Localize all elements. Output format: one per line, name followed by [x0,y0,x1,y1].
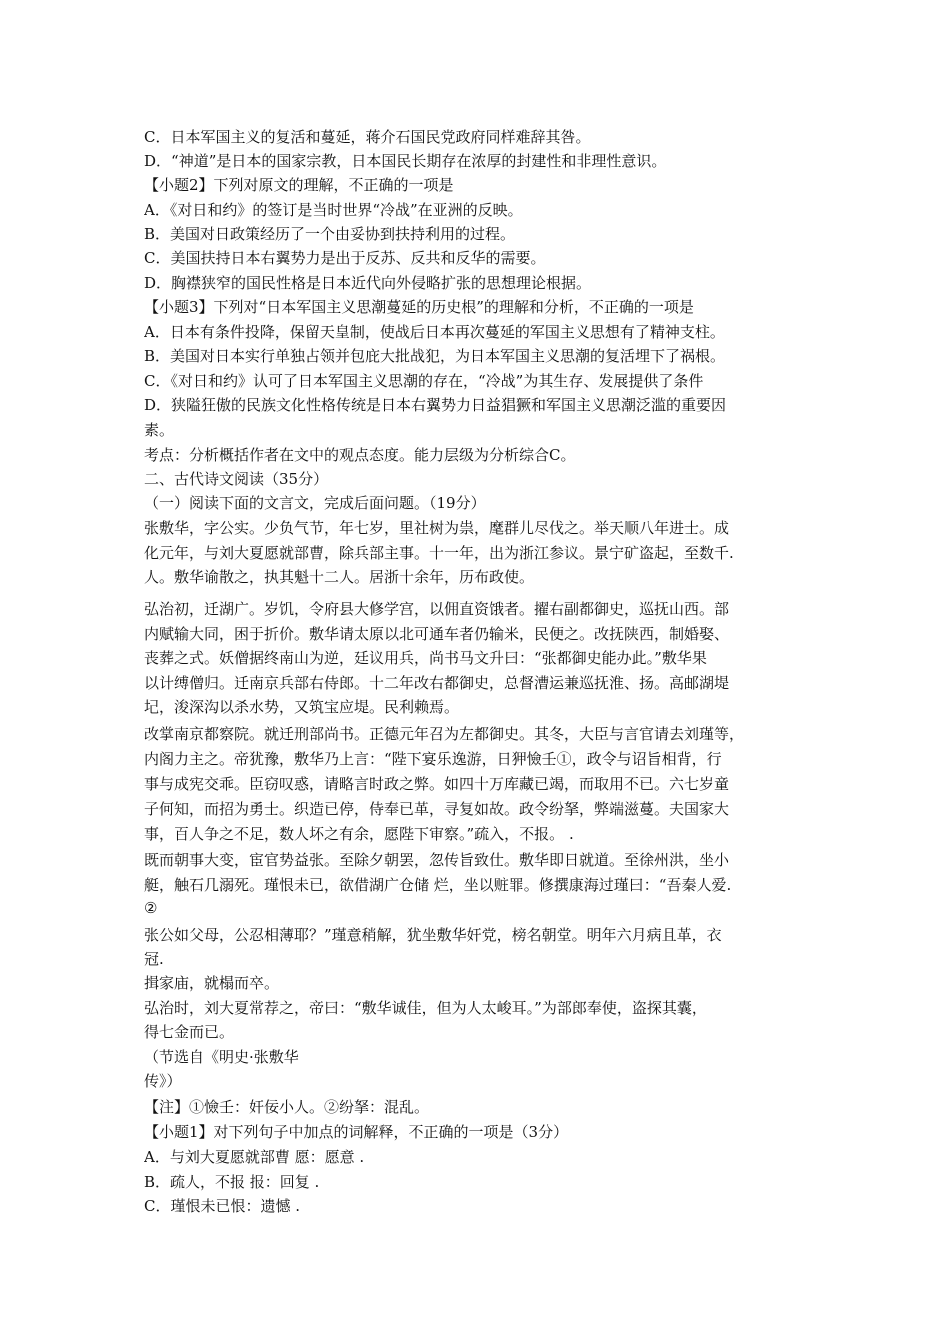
passage-line: 张敷华，字公实。少负气节，年七岁，里社树为祟，麾群儿尽伐之。举天顺八年进士。成 [144,519,730,537]
passage-line: 得七金而已。 [144,1023,235,1041]
passage-line: 改掌南京都察院。就迁刑部尚书。正德元年召为左都御史。其冬，大臣与言官请去刘瑾等， [144,725,745,743]
passage-line: 事，百人争之不足，数人坏之有余，愿陛下审察。”疏入，不报。 . [144,825,574,843]
passage-line: 化元年，与刘大夏愿就部曹，除兵部主事。十一年，出为浙江参议。景宁矿盗起，至数千. [144,544,734,562]
option-d-line: D．“神道”是日本的国家宗教，日本国民长期存在浓厚的封建性和非理性意识。 [144,152,667,170]
source-citation: （节选自《明史·张敷华 [144,1048,299,1066]
option-c-line: C．美国扶持日本右翼势力是出于反苏、反共和反华的需要。 [144,249,546,267]
passage-line: 揖家庙，就榻而卒。 [144,974,280,992]
passage-line: 既而朝事大变，宦官势益张。至除夕朝罢，忽传旨致仕。敷华即日就道。至徐州洪，坐小 [144,851,730,869]
subsection-heading: （一）阅读下面的文言文，完成后面问题。（19分） [144,494,486,512]
option-d-continuation: 素。 [144,421,175,439]
passage-line: 张公如父母，公忍相薄耶？”瑾意稍解，犹坐敷华奸党，榜名朝堂。明年六月病且革，衣 [144,926,722,944]
option-a-line: A．日本有条件投降，保留天皇制，使战后日本再次蔓延的军国主义思想有了精神支柱。 [144,323,725,341]
passage-line: 以计缚僧归。迁南京兵部右侍郎。十二年改右都御史，总督漕运兼巡抚淮、扬。高邮湖堤 [144,674,730,692]
question-1-heading: 【小题1】对下列句子中加点的词解释，不正确的一项是（3分） [144,1123,569,1141]
passage-line: 弘治初，迁湖广。岁饥，令府县大修学宫，以佣直资饿者。擢右副都御史，巡抚山西。部 [144,600,730,618]
passage-line: 内阁力主之。帝犹豫，敷华乃上言：“陛下宴乐逸游，日狎憸壬①，政令与诏旨相背，行 [144,750,722,768]
section-heading: 二、古代诗文阅读（35分） [144,470,329,488]
option-b-line: B．美国对日政策经历了一个由妥协到扶持利用的过程。 [144,225,516,243]
option-c-line: C．《对日和约》认可了日本军国主义思潮的存在，“冷战”为其生存、发展提供了条件 [144,372,704,390]
passage-line: 圮，浚深沟以杀水势，又筑宝应堤。民利赖焉。 [144,698,460,716]
option-b-line: B．美国对日本实行单独占领并包庇大批战犯，为日本军国主义思潮的复活埋下了祸根。 [144,347,726,365]
passage-line: 弘治时，刘大夏常荐之，帝曰：“敷华诚佳，但为人太峻耳。”为部郎奉使，盗探其囊， [144,999,707,1017]
option-d-line: D．胸襟狭窄的国民性格是日本近代向外侵略扩张的思想理论根据。 [144,274,592,292]
passage-line: 事与成宪交乖。臣窃叹惑，请略言时政之弊。如四十万库藏已竭，而取用不已。六七岁童 [144,775,730,793]
passage-line: 内赋输大同，困于折价。敷华请太原以北可通车者仍输米，民便之。改抚陕西，制婚娶、 [144,625,730,643]
question-2-heading: 【小题2】下列对原文的理解，不正确的一项是 [144,176,454,194]
option-c-line: C．日本军国主义的复活和蔓延，蒋介石国民党政府同样难辞其咎。 [144,128,591,146]
passage-line: 人。敷华谕散之，执其魁十二人。居浙十余年，历布政使。 [144,568,535,586]
option-b-line: B．疏人，不报 报：回复 . [144,1173,320,1191]
option-a-line: A．与刘大夏愿就部曹 愿：愿意 . [144,1148,365,1166]
option-a-line: A．《对日和约》的签订是当时世界“冷战”在亚洲的反映。 [144,201,523,219]
passage-line: 子何知，而招为勇士。织造已停，侍奉已革，寻复如故。政令纷拏，弊端滋蔓。夫国家大 [144,800,730,818]
option-c-line: C．瑾恨未已恨：遗憾 . [144,1197,301,1215]
passage-line: 丧葬之式。妖僧据终南山为逆，廷议用兵，尚书马文升曰：“张都御史能办此。”敷华果 [144,649,707,667]
passage-line: 艇，触石几溺死。瑾恨未已，欲借湖广仓储 烂，坐以赃罪。修撰康海过瑾曰：“吾秦人爱. [144,876,732,894]
annotation-note: 【注】①憸壬：奸佞小人。②纷拏：混乱。 [144,1098,430,1116]
question-3-heading: 【小题3】下列对“日本军国主义思潮蔓延的历史根”的理解和分析，不正确的一项是 [144,298,694,316]
source-citation: 传》） [144,1072,182,1090]
exam-point-note: 考点：分析概括作者在文中的观点态度。能力层级为分析综合C。 [144,446,576,464]
footnote-marker: ② [144,899,158,917]
option-d-line: D．狭隘狂傲的民族文化性格传统是日本右翼势力日益猖獗和军国主义思潮泛滥的重要因 [144,396,727,414]
passage-line: 冠. [144,950,164,968]
